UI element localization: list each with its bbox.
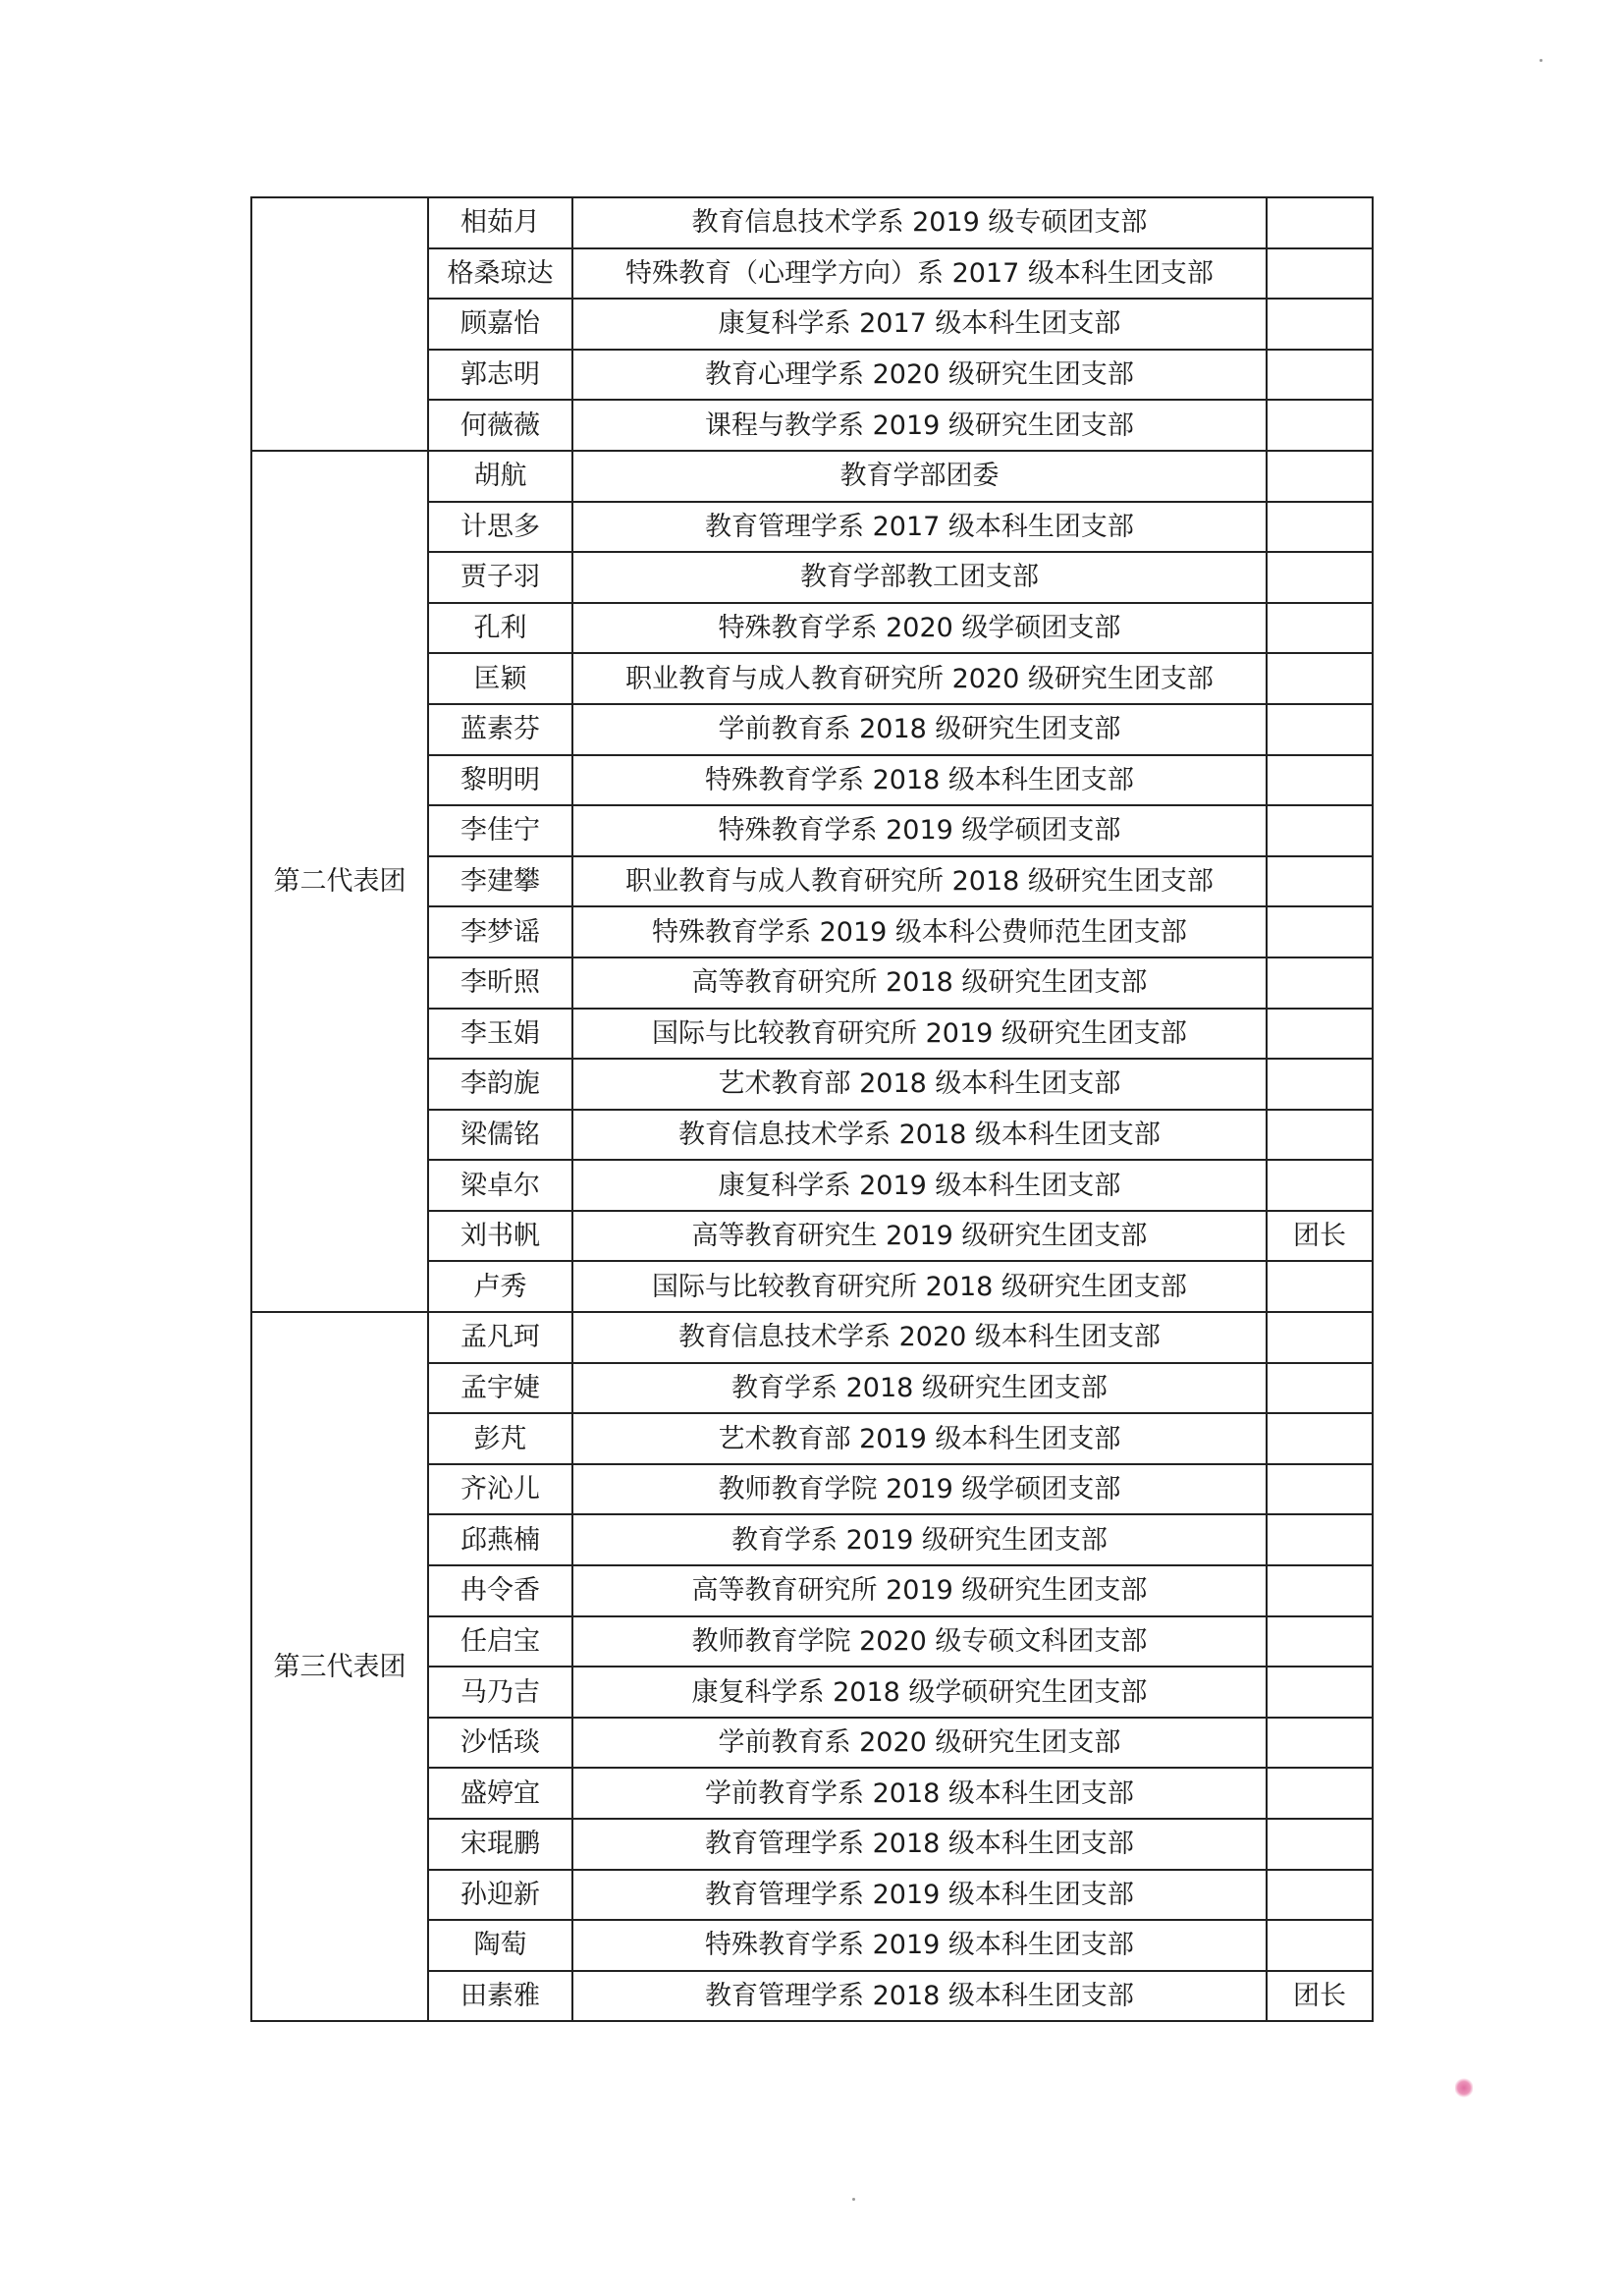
member-name-cell: 相茹月 [428,197,572,248]
member-role-cell [1267,1514,1373,1565]
member-role-cell [1267,1464,1373,1515]
member-name-cell: 宋琨鹏 [428,1819,572,1870]
member-unit-cell: 学前教育系 2018 级研究生团支部 [572,704,1267,755]
member-role-cell [1267,755,1373,806]
member-unit-cell: 教育管理学系 2018 级本科生团支部 [572,1819,1267,1870]
member-unit-cell: 教育管理学系 2019 级本科生团支部 [572,1870,1267,1921]
member-name-cell: 孔利 [428,603,572,654]
member-unit-cell: 教育学系 2018 级研究生团支部 [572,1363,1267,1414]
member-name-cell: 李昕照 [428,957,572,1009]
member-name-cell: 李佳宁 [428,805,572,856]
scan-speck [852,2198,855,2201]
member-role-cell [1267,1261,1373,1312]
member-name-cell: 顾嘉怡 [428,299,572,350]
member-name-cell: 李建攀 [428,856,572,907]
member-unit-cell: 教师教育学院 2019 级学硕团支部 [572,1464,1267,1515]
member-role-cell [1267,197,1373,248]
member-unit-cell: 高等教育研究生 2019 级研究生团支部 [572,1211,1267,1262]
member-unit-cell: 学前教育学系 2018 级本科生团支部 [572,1768,1267,1819]
member-role-cell [1267,1565,1373,1616]
delegation-group-cell [251,197,428,451]
member-unit-cell: 康复科学系 2017 级本科生团支部 [572,299,1267,350]
member-role-cell [1267,1110,1373,1161]
member-name-cell: 陶萄 [428,1920,572,1971]
member-name-cell: 李韵旎 [428,1059,572,1110]
member-unit-cell: 教育管理学系 2018 级本科生团支部 [572,1971,1267,2022]
member-name-cell: 格桑琼达 [428,248,572,300]
delegation-table [250,196,1374,2022]
member-unit-cell: 高等教育研究所 2018 级研究生团支部 [572,957,1267,1009]
member-name-cell: 彭芃 [428,1413,572,1464]
member-name-cell: 梁儒铭 [428,1110,572,1161]
member-unit-cell: 教育信息技术学系 2018 级本科生团支部 [572,1110,1267,1161]
member-unit-cell: 课程与教学系 2019 级研究生团支部 [572,400,1267,451]
member-unit-cell: 特殊教育学系 2019 级学硕团支部 [572,805,1267,856]
member-unit-cell: 艺术教育部 2018 级本科生团支部 [572,1059,1267,1110]
member-role-cell [1267,1059,1373,1110]
member-name-cell: 邱燕楠 [428,1514,572,1565]
member-unit-cell: 国际与比较教育研究所 2018 级研究生团支部 [572,1261,1267,1312]
member-name-cell: 蓝素芬 [428,704,572,755]
member-role-cell [1267,1819,1373,1870]
table-row [251,451,1373,502]
member-unit-cell: 教育管理学系 2017 级本科生团支部 [572,502,1267,553]
member-name-cell: 冉令香 [428,1565,572,1616]
member-name-cell: 孟凡珂 [428,1312,572,1363]
member-role-cell [1267,1413,1373,1464]
member-unit-cell: 教育学部团委 [572,451,1267,502]
member-name-cell: 黎明明 [428,755,572,806]
member-name-cell: 盛婷宜 [428,1768,572,1819]
table-body [251,197,1373,2021]
member-name-cell: 李玉娟 [428,1009,572,1060]
member-name-cell: 梁卓尔 [428,1160,572,1211]
member-role-cell [1267,400,1373,451]
member-role-cell [1267,1667,1373,1718]
member-role-cell: 团长 [1267,1211,1373,1262]
member-role-cell [1267,350,1373,401]
member-unit-cell: 国际与比较教育研究所 2019 级研究生团支部 [572,1009,1267,1060]
member-role-cell [1267,1870,1373,1921]
member-name-cell: 田素雅 [428,1971,572,2022]
member-name-cell: 贾子羽 [428,552,572,603]
member-role-cell [1267,1718,1373,1769]
member-name-cell: 刘书帆 [428,1211,572,1262]
member-unit-cell: 康复科学系 2018 级学硕研究生团支部 [572,1667,1267,1718]
member-role-cell [1267,957,1373,1009]
member-name-cell: 马乃吉 [428,1667,572,1718]
member-name-cell: 匡颖 [428,653,572,704]
member-role-cell [1267,1768,1373,1819]
member-role-cell [1267,805,1373,856]
table-row [251,197,1373,248]
member-unit-cell: 职业教育与成人教育研究所 2020 级研究生团支部 [572,653,1267,704]
member-unit-cell: 教育信息技术学系 2019 级专硕团支部 [572,197,1267,248]
scan-speck [1540,59,1542,62]
member-unit-cell: 特殊教育学系 2018 级本科生团支部 [572,755,1267,806]
member-unit-cell: 教育心理学系 2020 级研究生团支部 [572,350,1267,401]
member-unit-cell: 职业教育与成人教育研究所 2018 级研究生团支部 [572,856,1267,907]
member-unit-cell: 学前教育系 2020 级研究生团支部 [572,1718,1267,1769]
member-role-cell [1267,1363,1373,1414]
member-unit-cell: 康复科学系 2019 级本科生团支部 [572,1160,1267,1211]
member-unit-cell: 教育信息技术学系 2020 级本科生团支部 [572,1312,1267,1363]
member-unit-cell: 教育学部教工团支部 [572,552,1267,603]
member-name-cell: 任启宝 [428,1616,572,1667]
member-role-cell [1267,856,1373,907]
member-role-cell [1267,451,1373,502]
member-unit-cell: 特殊教育学系 2020 级学硕团支部 [572,603,1267,654]
member-role-cell [1267,1009,1373,1060]
member-name-cell: 孙迎新 [428,1870,572,1921]
member-role-cell [1267,1920,1373,1971]
member-name-cell: 郭志明 [428,350,572,401]
delegation-group-cell: 第三代表团 [251,1312,428,2021]
member-role-cell [1267,1616,1373,1667]
member-role-cell: 团长 [1267,1971,1373,2022]
member-unit-cell: 艺术教育部 2019 级本科生团支部 [572,1413,1267,1464]
member-name-cell: 计思多 [428,502,572,553]
member-name-cell: 卢秀 [428,1261,572,1312]
member-role-cell [1267,704,1373,755]
table-row [251,1312,1373,1363]
member-role-cell [1267,299,1373,350]
member-role-cell [1267,906,1373,957]
member-unit-cell: 教师教育学院 2020 级专硕文科团支部 [572,1616,1267,1667]
member-name-cell: 何薇薇 [428,400,572,451]
member-role-cell [1267,1312,1373,1363]
member-role-cell [1267,1160,1373,1211]
member-name-cell: 齐沁儿 [428,1464,572,1515]
member-unit-cell: 教育学系 2019 级研究生团支部 [572,1514,1267,1565]
ink-mark [1455,2077,1473,2099]
delegation-group-cell: 第二代表团 [251,451,428,1312]
member-role-cell [1267,502,1373,553]
member-unit-cell: 特殊教育（心理学方向）系 2017 级本科生团支部 [572,248,1267,300]
member-role-cell [1267,248,1373,300]
member-unit-cell: 特殊教育学系 2019 级本科生团支部 [572,1920,1267,1971]
member-role-cell [1267,653,1373,704]
member-name-cell: 李梦谣 [428,906,572,957]
member-role-cell [1267,552,1373,603]
member-name-cell: 沙恬琰 [428,1718,572,1769]
member-name-cell: 孟宇婕 [428,1363,572,1414]
member-unit-cell: 高等教育研究所 2019 级研究生团支部 [572,1565,1267,1616]
member-name-cell: 胡航 [428,451,572,502]
member-unit-cell: 特殊教育学系 2019 级本科公费师范生团支部 [572,906,1267,957]
member-role-cell [1267,603,1373,654]
